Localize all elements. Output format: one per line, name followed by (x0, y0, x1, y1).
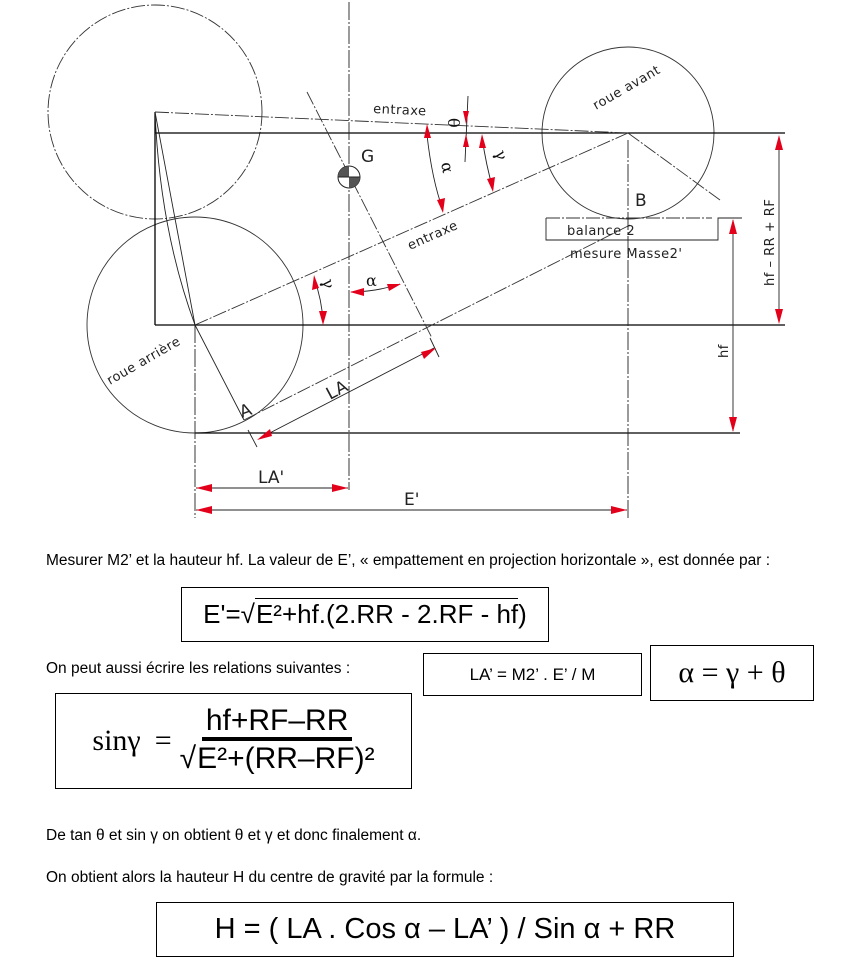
formula-e-prime-radicand: E²+hf.(2.RR - 2.RF - hf (255, 599, 519, 629)
formula-sin-gamma-fraction (180, 705, 375, 777)
paragraph-measure-intro: Mesurer M2’ et la hauteur hf. La valeur de E’, « empattement en projection horizontale », est donnée par : (46, 552, 771, 569)
alpha-arc-bottom-arrow-start (350, 288, 364, 296)
label-dim-hf: hf (717, 344, 732, 358)
theta-dimension-line (465, 96, 468, 162)
center-of-gravity-symbol (338, 166, 360, 188)
LA-tick-end (430, 338, 439, 357)
formula-la-prime-box (423, 653, 642, 696)
entraxe-inclined-extension (628, 133, 720, 200)
dim-hf-arrow-top (729, 219, 737, 234)
label-theta: θ (444, 118, 463, 128)
formula-sin-gamma-box (55, 693, 412, 789)
label-B: B (635, 191, 647, 211)
label-balance: balance 2 (567, 224, 636, 239)
alpha-arc-top-arrow-start (424, 124, 431, 138)
formula-alpha-sum-box (650, 645, 814, 701)
label-entraxe-top: entraxe (372, 102, 427, 120)
sqrt-sign-denominator: √E²+(RR–RF)² (179, 742, 375, 775)
label-alpha-top: α (437, 160, 458, 175)
formula-sin-gamma-denominator (180, 741, 375, 777)
label-roue-arriere: roue arrière (104, 334, 184, 389)
sqrt-sign: √E²+hf.(2.RR - 2.RF - hf (240, 599, 519, 629)
gamma-arc-bottom-arrow-start (312, 275, 319, 290)
label-alpha-bottom: α (366, 271, 377, 290)
gamma-arc-bottom-arrow-end (319, 311, 327, 325)
label-dim-hf-rr-rf: hf – RR + RF (763, 198, 778, 286)
label-gamma-bottom: γ (318, 277, 339, 290)
formula-alpha-sum: α = γ + θ (678, 656, 786, 689)
formula-e-prime-close: ) (518, 599, 527, 629)
label-entraxe-inclined: entraxe (405, 218, 461, 254)
dim-hf-rr-rf-arrow-top (775, 135, 783, 150)
dim-hf-rr-rf-arrow-bottom (775, 309, 783, 324)
formula-sin-gamma (92, 705, 374, 777)
formula-sin-gamma-numerator: hf+RF–RR (202, 705, 353, 741)
gamma-arc-top-arrow-start (479, 134, 486, 148)
label-A: A (236, 399, 255, 423)
alpha-arc-bottom-arrow-end (387, 284, 401, 291)
dim-E-prime-arrow-right (611, 506, 627, 514)
perpendicular-through-G (307, 92, 432, 338)
label-roue-avant: roue avant (590, 62, 664, 114)
alpha-arc-top-arrow-end (437, 198, 445, 213)
gamma-arc-top-arrow-end (487, 177, 495, 192)
label-dim-LA-prime: LA' (258, 468, 285, 488)
formula-sin-gamma-eq: = (154, 724, 172, 757)
paragraph-relations: On peut aussi écrire les relations suivantes : (46, 660, 351, 677)
label-dim-LA: LA (322, 376, 352, 405)
formula-height: H = ( LA . Cos α – LA’ ) / Sin α + RR (214, 913, 676, 945)
entraxe-inclined-line (195, 133, 628, 325)
label-gamma-top: γ (490, 147, 512, 162)
formula-e-prime (203, 599, 527, 630)
theta-arrow-bottom (463, 134, 469, 147)
dim-hf-arrow-bottom (729, 417, 737, 432)
label-mesure: mesure Masse2' (570, 247, 683, 262)
formula-e-prime-box (181, 587, 549, 642)
dim-LA-prime-arrow-left (196, 484, 212, 492)
LA-arrow-end (421, 348, 436, 359)
paragraph-height-formula-intro: On obtient alors la hauteur H du centre de gravité par la formule : (46, 869, 494, 886)
formula-sin-gamma-lhs: sinγ (92, 724, 141, 757)
formula-la-prime: LA’ = M2’ . E’ / M (469, 664, 596, 684)
label-G: G (361, 147, 375, 167)
formula-e-prime-lhs: E'= (203, 599, 241, 629)
formula-height-box (156, 902, 734, 957)
formula-sin-gamma-radicand: E²+(RR–RF)² (197, 742, 375, 775)
paragraph-derivation: De tan θ et sin γ on obtient θ et γ et donc finalement α. (46, 827, 422, 844)
dim-LA-prime-arrow-right (332, 484, 348, 492)
dim-E-prime-arrow-left (196, 506, 212, 514)
label-dim-E-prime: E' (404, 490, 420, 510)
LA-arrow-start (257, 429, 272, 440)
